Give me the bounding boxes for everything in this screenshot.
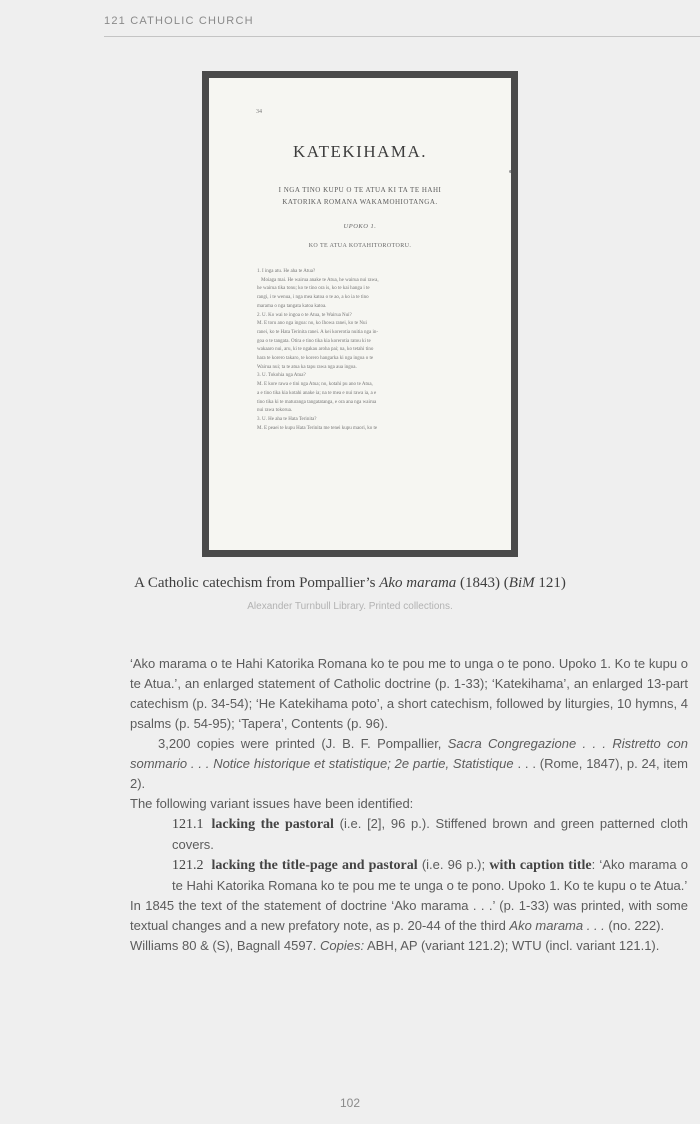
plate-line: ranei, ko te Hata Terinita ranei. A kei korerotia nuitia nga in- <box>257 329 379 335</box>
printing-text-end: . . . (Rome, 1847), p. 24, item 2). <box>130 756 688 791</box>
description-paragraph: ‘Ako marama o te Hahi Katorika Romana ko te pou me to unga o te pono. Upoko 1. Ko te kupu o te Atua.’, an enlarged statement of Catholic doctrine (p. 1-33); ‘Katekihama’, an enlarged 13-part catechism (p. 34-54); ‘He Katekihama poto’, a short catechism, followed by liturgies, 10 hymns, 4 psalms (p. 54-95); ‘Tapera’, Contents (p. 96). <box>130 656 688 731</box>
plate-line: nui rawa tokorua. <box>257 408 293 414</box>
printing-text: 3,200 copies were printed (J. B. F. Pompallier, <box>158 736 448 751</box>
reprint-paragraph <box>130 896 688 936</box>
printing-source-title: Sacra Congregazione . . . Ristretto con sommario . . . Notice historique et statistique; 2e partie, Statistique <box>130 736 688 771</box>
plate-line: 3. U. Tokohia nga Atua? <box>257 373 306 379</box>
figure-caption <box>0 575 700 592</box>
plate-subtitle <box>239 184 481 208</box>
catechism-plate-image <box>202 71 518 557</box>
page-number: 102 <box>339 1096 361 1110</box>
printing-paragraph <box>130 734 688 794</box>
variant-detail: (i.e. [2], 96 p.). Stiffened brown and green patterned cloth covers. <box>172 816 688 852</box>
copies-label: Copies: <box>320 938 365 953</box>
plate-line: wakaaro nui, aru, ki te ngakau aroha pai; na, ko tetahi tino <box>257 347 374 353</box>
copies-text: ABH, AP (variant 121.2); WTU (incl. variant 121.1). <box>364 938 660 953</box>
variant-number: 121.1 <box>172 817 204 832</box>
variant-label: lacking the title-page and pastoral <box>211 858 418 873</box>
plate-line: he wairua tika tonu; ko te tino ora is, ko te kai hanga i te <box>257 286 370 292</box>
plate-line: tino tika ki te maturanga tangatatanga, e ora ana nga wairua <box>257 399 377 405</box>
caption-ref-number: 121) <box>534 575 566 591</box>
plate-line: M. E kore rawa e tini nga Atua; no, kotahi pu ano te Atua, <box>257 382 373 388</box>
variant-item <box>130 855 688 896</box>
caption-ref: BiM <box>508 575 535 591</box>
caption-year: (1843) ( <box>456 575 509 591</box>
plate-line: hara te korero takaro, te korero hangarka ki nga ingoa o te <box>257 356 374 362</box>
paper-spot <box>509 170 511 173</box>
entry-text <box>130 654 688 956</box>
plate-line: rangi, i te wenua, i nga mea katoa o te ao, a ko ia te tino <box>257 295 369 301</box>
reprint-title: Ako marama . . . <box>509 918 605 933</box>
plate-line: a e tino tika kia kotahi anake ia; na te mea e nui rawa ia, a e <box>257 390 377 396</box>
plate-line: 3. U. He aha te Hata Terinita? <box>257 416 317 422</box>
references-text: Williams 80 & (S), Bagnall 4597. <box>130 938 321 953</box>
variant-label-caption: with caption title <box>489 858 592 873</box>
plate-body-text <box>257 268 471 433</box>
plate-subtitle-line: KATORIKA ROMANA WAKAMOHIOTANGA. <box>282 198 438 206</box>
running-head: 121 CATHOLIC CHURCH <box>104 15 254 27</box>
plate-section-heading: KO TE ATUA KOTAHITOROTORU. <box>308 243 412 249</box>
caption-prefix: A Catholic catechism from Pompallier’s <box>134 575 380 591</box>
header-rule <box>104 36 700 37</box>
plate-title: KATEKIHAMA. <box>292 142 428 161</box>
caption-title: Ako marama <box>379 575 457 591</box>
variants-intro: The following variant issues have been identified: <box>130 796 414 811</box>
plate-line: Moiaga mai. He wairua anake te Atua, he wairua nui rawa, <box>261 277 379 283</box>
plate-page-number: 34 <box>256 109 262 115</box>
plate-subtitle-line: I NGA TINO KUPU O TE ATUA KI TA TE HAHI <box>278 186 442 194</box>
plate-line: marama o nga tangata katoa katoa. <box>257 303 327 309</box>
plate-line: M. E toru ano nga ingoa: no, ko Ihowa ranei, ko te Nui <box>257 321 367 327</box>
catechism-page <box>209 78 511 550</box>
plate-line: goa o te tangata. Otira e tino tika kia korerotia ratou ki te <box>257 338 371 344</box>
image-credit: Alexander Turnbull Library. Printed collections. <box>247 601 453 612</box>
reprint-text-end: (no. 222). <box>604 918 665 933</box>
plate-chapter: UPOKO 1. <box>343 223 377 230</box>
plate-line: M. E peaei te kupu Hata Terinita me tenei kupu maori, ko te <box>257 425 378 431</box>
references-paragraph <box>130 936 688 956</box>
plate-line: 2. U. Ko wai te ingoa o te Atua, te Wairua Nui? <box>257 312 352 318</box>
variant-item <box>130 814 688 855</box>
variant-detail-end: : ‘Ako marama o te Hahi Katorika Romana ko te pou me te unga o te pono. Upoko 1. Ko te kupu o te Atua.’ <box>172 857 689 893</box>
plate-line: 1. I inga atu. He aha te Atua? <box>257 269 316 274</box>
variant-label: lacking the pastoral <box>211 817 334 832</box>
reprint-text: In 1845 the text of the statement of doctrine ‘Ako marama . . .’ (p. 1-33) was printed, with some textual changes and a new prefatory note, as p. 20-44 of the third <box>130 898 688 933</box>
variant-number: 121.2 <box>172 858 204 873</box>
variant-detail: (i.e. 96 p.); <box>417 857 490 872</box>
plate-line: Wairua nui; ta te atua ka tapu rawa nga aua ingoa. <box>257 364 357 370</box>
